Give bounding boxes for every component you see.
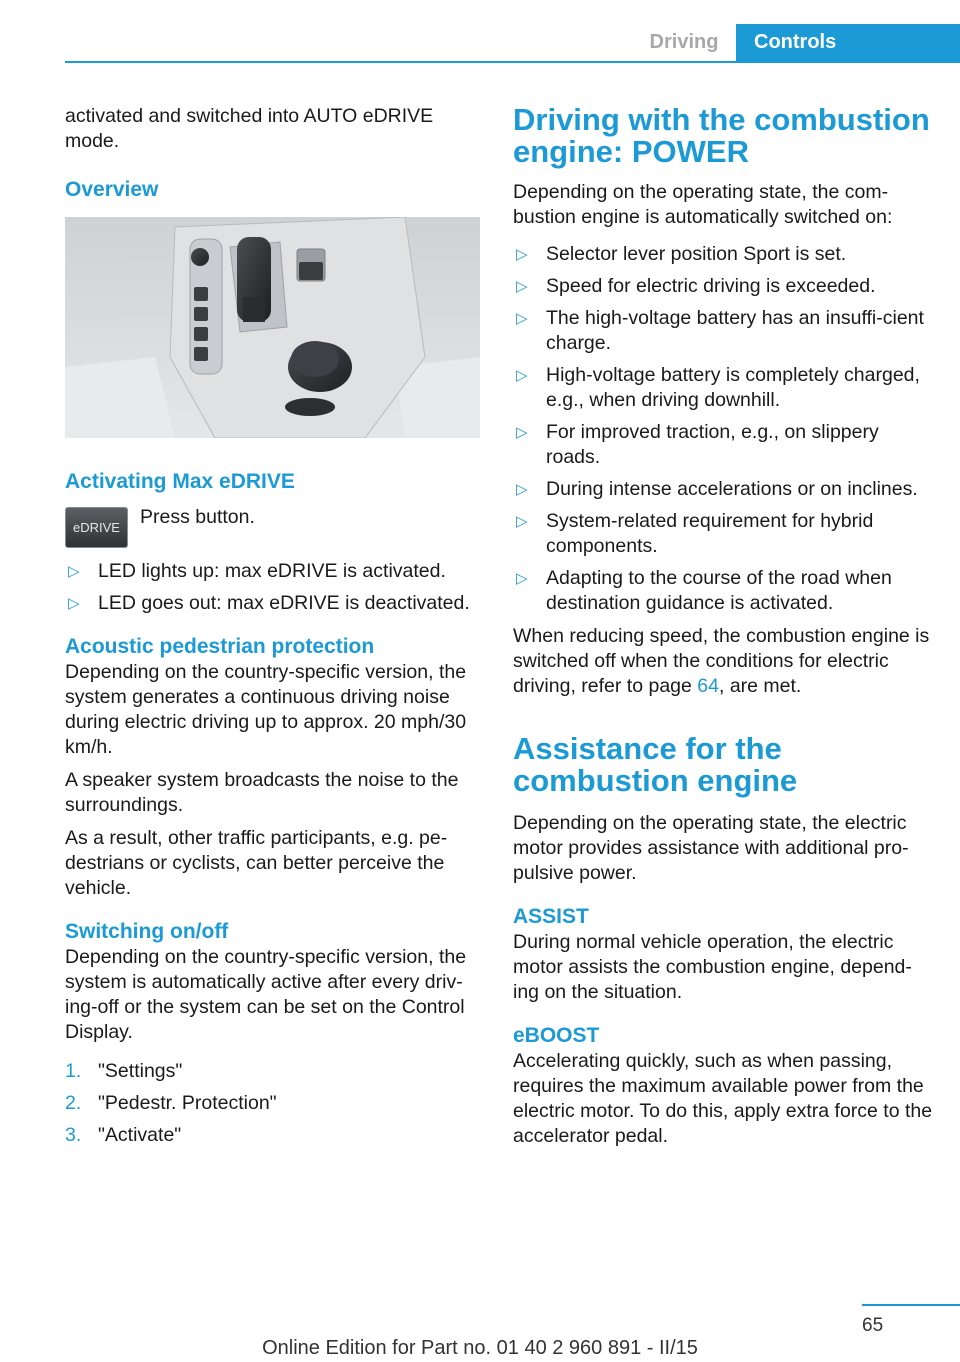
acoustic-paragraph-2: A speaker system broadcasts the noise to the surroundings. bbox=[65, 769, 459, 816]
overview-heading: Overview bbox=[65, 178, 159, 201]
press-button-row bbox=[65, 505, 483, 541]
header-section-label: Driving bbox=[649, 31, 719, 53]
intro-paragraph: activated and switched into AUTO eDRIVE mode. bbox=[65, 105, 434, 152]
acoustic-heading: Acoustic pedestrian protection bbox=[65, 635, 375, 658]
list-item: 2. "Pedestr. Protection" bbox=[65, 1092, 277, 1114]
eboost-subheading: eBOOST bbox=[513, 1024, 600, 1047]
max-edrive-heading: Activating Max eDRIVE bbox=[65, 470, 295, 493]
right-column bbox=[513, 104, 933, 1157]
steps-list bbox=[65, 1059, 483, 1148]
power-heading: Driving with the combustion engine: POWER bbox=[513, 102, 930, 169]
switch-paragraph: Depending on the country-specific version, the system is automatically active after every driv‐ing-off or the system can be set on the Control Display. bbox=[65, 946, 467, 1043]
header-rule bbox=[65, 61, 960, 63]
list-item: ▷ Speed for electric driving is exceeded. bbox=[516, 275, 876, 297]
triangle-bullet-icon: ▷ bbox=[516, 570, 528, 587]
list-item: ▷ System-related requirement for hybrid components. bbox=[516, 510, 874, 557]
triangle-bullet-icon: ▷ bbox=[516, 513, 528, 530]
triangle-bullet-icon: ▷ bbox=[68, 595, 80, 612]
list-item: ▷ During intense accelerations or on inclines. bbox=[516, 478, 918, 500]
acoustic-paragraph-3: As a result, other traffic participants, e.g. pe‐destrians or cyclists, can better perceive the vehicle. bbox=[65, 827, 448, 899]
list-item: ▷ For improved traction, e.g., on slippery roads. bbox=[516, 421, 879, 468]
triangle-bullet-icon: ▷ bbox=[68, 563, 80, 580]
triangle-bullet-icon: ▷ bbox=[516, 310, 528, 327]
left-column bbox=[65, 104, 483, 1155]
header-chapter-tab: Controls bbox=[736, 24, 960, 63]
edrive-button-icon: eDRIVE bbox=[65, 507, 128, 548]
list-item: ▷ Selector lever position Sport is set. bbox=[516, 243, 847, 265]
reduce-speed-paragraph: When reducing speed, the combustion engine is switched off when the conditions for electric driving, refer to page 64, are met. bbox=[513, 625, 930, 697]
edition-footer: Online Edition for Part no. 01 40 2 960 891 - II/15 bbox=[262, 1337, 698, 1359]
led-list bbox=[65, 559, 483, 616]
power-intro: Depending on the operating state, the com‐bustion engine is automatically switched on: bbox=[513, 181, 893, 228]
assist-heading: Assistance for the combustion engine bbox=[513, 731, 798, 798]
triangle-bullet-icon: ▷ bbox=[516, 481, 528, 498]
list-item: 1. "Settings" bbox=[65, 1060, 183, 1082]
console-photo bbox=[65, 217, 480, 438]
footer-rule bbox=[862, 1304, 960, 1306]
list-item: 3. "Activate" bbox=[65, 1124, 182, 1146]
assist-sub-paragraph: During normal vehicle operation, the electric motor assists the combustion engine, depend‐ing on the situation. bbox=[513, 931, 912, 1003]
acoustic-paragraph-1: Depending on the country-specific version, the system generates a continuous driving noise during electric driving up to approx. 20 mph/30 km/h. bbox=[65, 661, 467, 758]
triangle-bullet-icon: ▷ bbox=[516, 278, 528, 295]
triangle-bullet-icon: ▷ bbox=[516, 246, 528, 263]
list-item: ▷ LED lights up: max eDRIVE is activated. bbox=[68, 560, 446, 582]
center-console-illustration bbox=[65, 217, 480, 438]
page-64-link[interactable]: 64 bbox=[697, 675, 719, 697]
list-item: ▷ High-voltage battery is completely charged, e.g., when driving downhill. bbox=[516, 364, 920, 411]
switch-heading: Switching on/off bbox=[65, 920, 229, 943]
press-button-text: Press button. bbox=[140, 506, 255, 528]
triangle-bullet-icon: ▷ bbox=[516, 367, 528, 384]
power-list bbox=[513, 242, 933, 616]
assist-paragraph: Depending on the operating state, the electric motor provides assistance with additional pro‐pulsive power. bbox=[513, 812, 909, 884]
triangle-bullet-icon: ▷ bbox=[516, 424, 528, 441]
page-number: 65 bbox=[862, 1315, 884, 1336]
assist-subheading: ASSIST bbox=[513, 905, 589, 928]
list-item: ▷ The high-voltage battery has an insuffi‐cient charge. bbox=[516, 307, 924, 354]
list-item: ▷ Adapting to the course of the road when destination guidance is activated. bbox=[516, 567, 892, 614]
list-item: ▷ LED goes out: max eDRIVE is deactivated. bbox=[68, 592, 470, 614]
eboost-paragraph: Accelerating quickly, such as when passing, requires the maximum available power from the electric motor. To do this, apply extra force to the accelerator pedal. bbox=[513, 1050, 933, 1147]
